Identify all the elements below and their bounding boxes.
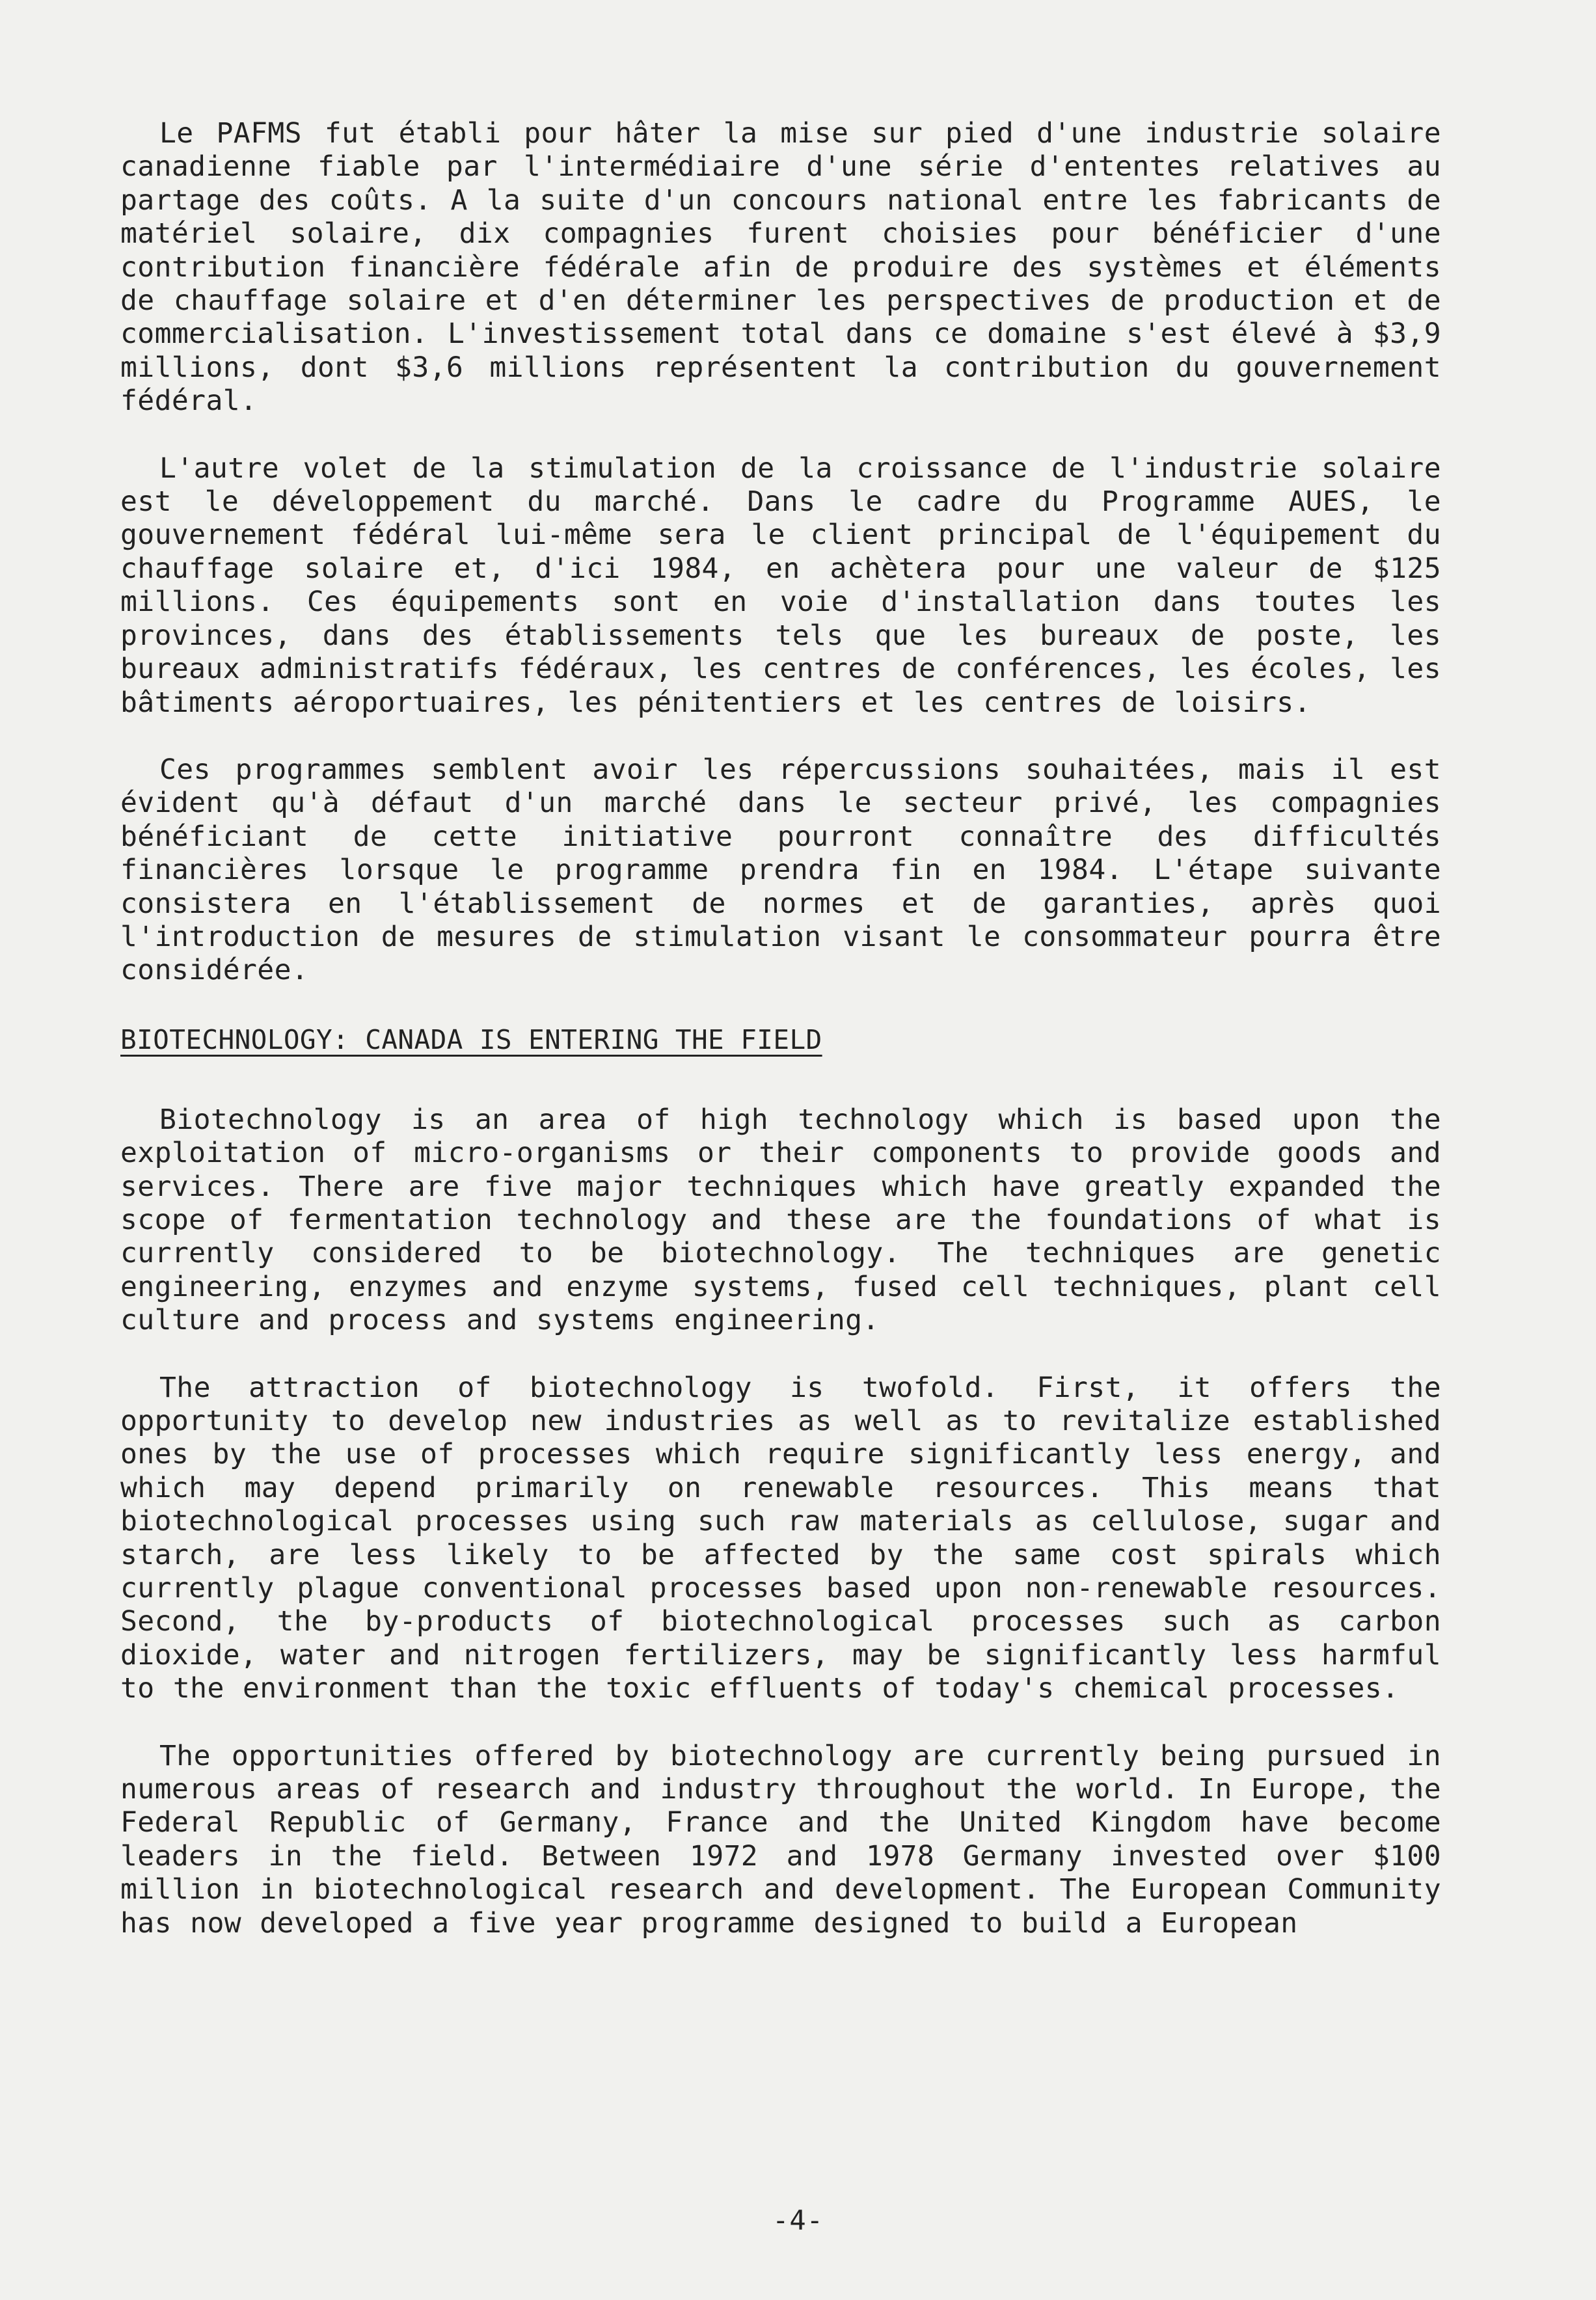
paragraph-biotech-definition: Biotechnology is an area of high technology which is based upon the exploitation of micro-organisms or their components to provide goods and services. There are five major techniques which have greatly expanded the scope of fermentation technology and these are the foundations of what is currently considered to be biotechnology. The techniques are genetic engineering, enzymes and enzyme systems, fused cell techniques, plant cell culture and process and systems engineering. xyxy=(120,1103,1441,1337)
paragraph-program-effects: Ces programmes semblent avoir les répercussions souhaitées, mais il est évident qu'à défaut d'un marché dans le secteur privé, les compagnies bénéficiant de cette initiative pourront connaître des difficultés financières lorsque le programme prendra fin en 1984. L'étape suivante consistera en l'établissement de normes et de garanties, après quoi l'introduction de mesures de stimulation visant le consommateur pourra être considérée. xyxy=(120,753,1441,987)
paragraph-pafms: Le PAFMS fut établi pour hâter la mise sur pied d'une industrie solaire canadienne fiable par l'intermédiaire d'une série d'ententes relatives au partage des coûts. A la suite d'un concours national entre les fabricants de matériel solaire, dix compagnies furent choisies pour bénéficier d'une contribution financière fédérale afin de produire des systèmes et éléments de chauffage solaire et d'en déterminer les perspectives de production et de commercialisation. L'investissement total dans ce domaine s'est élevé à $3,9 millions, dont $3,6 millions représentent la contribution du gouvernement fédéral. xyxy=(120,117,1441,418)
text-column xyxy=(120,117,1441,1940)
paragraph-biotech-opportunities: The opportunities offered by biotechnology are currently being pursued in numerous areas of research and industry throughout the world. In Europe, the Federal Republic of Germany, France and the United Kingdom have become leaders in the field. Between 1972 and 1978 Germany invested over $100 million in biotechnological research and development. The European Community has now developed a five year programme designed to build a European xyxy=(120,1739,1441,1940)
paragraph-biotech-attraction: The attraction of biotechnology is twofold. First, it offers the opportunity to develop new industries as well as to revitalize established ones by the use of processes which require significantly less energy, and which may depend primarily on renewable resources. This means that biotechnological processes using such raw materials as cellulose, sugar and starch, are less likely to be affected by the same cost spirals which currently plague conventional processes based upon non-renewable resources. Second, the by-products of biotechnological processes such as carbon dioxide, water and nitrogen fertilizers, may be significantly less harmful to the environment than the toxic effluents of today's chemical processes. xyxy=(120,1371,1441,1705)
page-number: -4- xyxy=(772,2204,824,2236)
paragraph-market-development: L'autre volet de la stimulation de la croissance de l'industrie solaire est le développement du marché. Dans le cadre du Programme AUES, le gouvernement fédéral lui-même sera le client principal de l'équipement du chauffage solaire et, d'ici 1984, en achètera pour une valeur de $125 millions. Ces équipements sont en voie d'installation dans toutes les provinces, dans des établissements tels que les bureaux de poste, les bureaux administratifs fédéraux, les centres de conférences, les écoles, les bâtiments aéroportuaires, les pénitentiers et les centres de loisirs. xyxy=(120,452,1441,719)
section-heading-biotechnology: BIOTECHNOLOGY: CANADA IS ENTERING THE FIELD xyxy=(120,1023,822,1055)
